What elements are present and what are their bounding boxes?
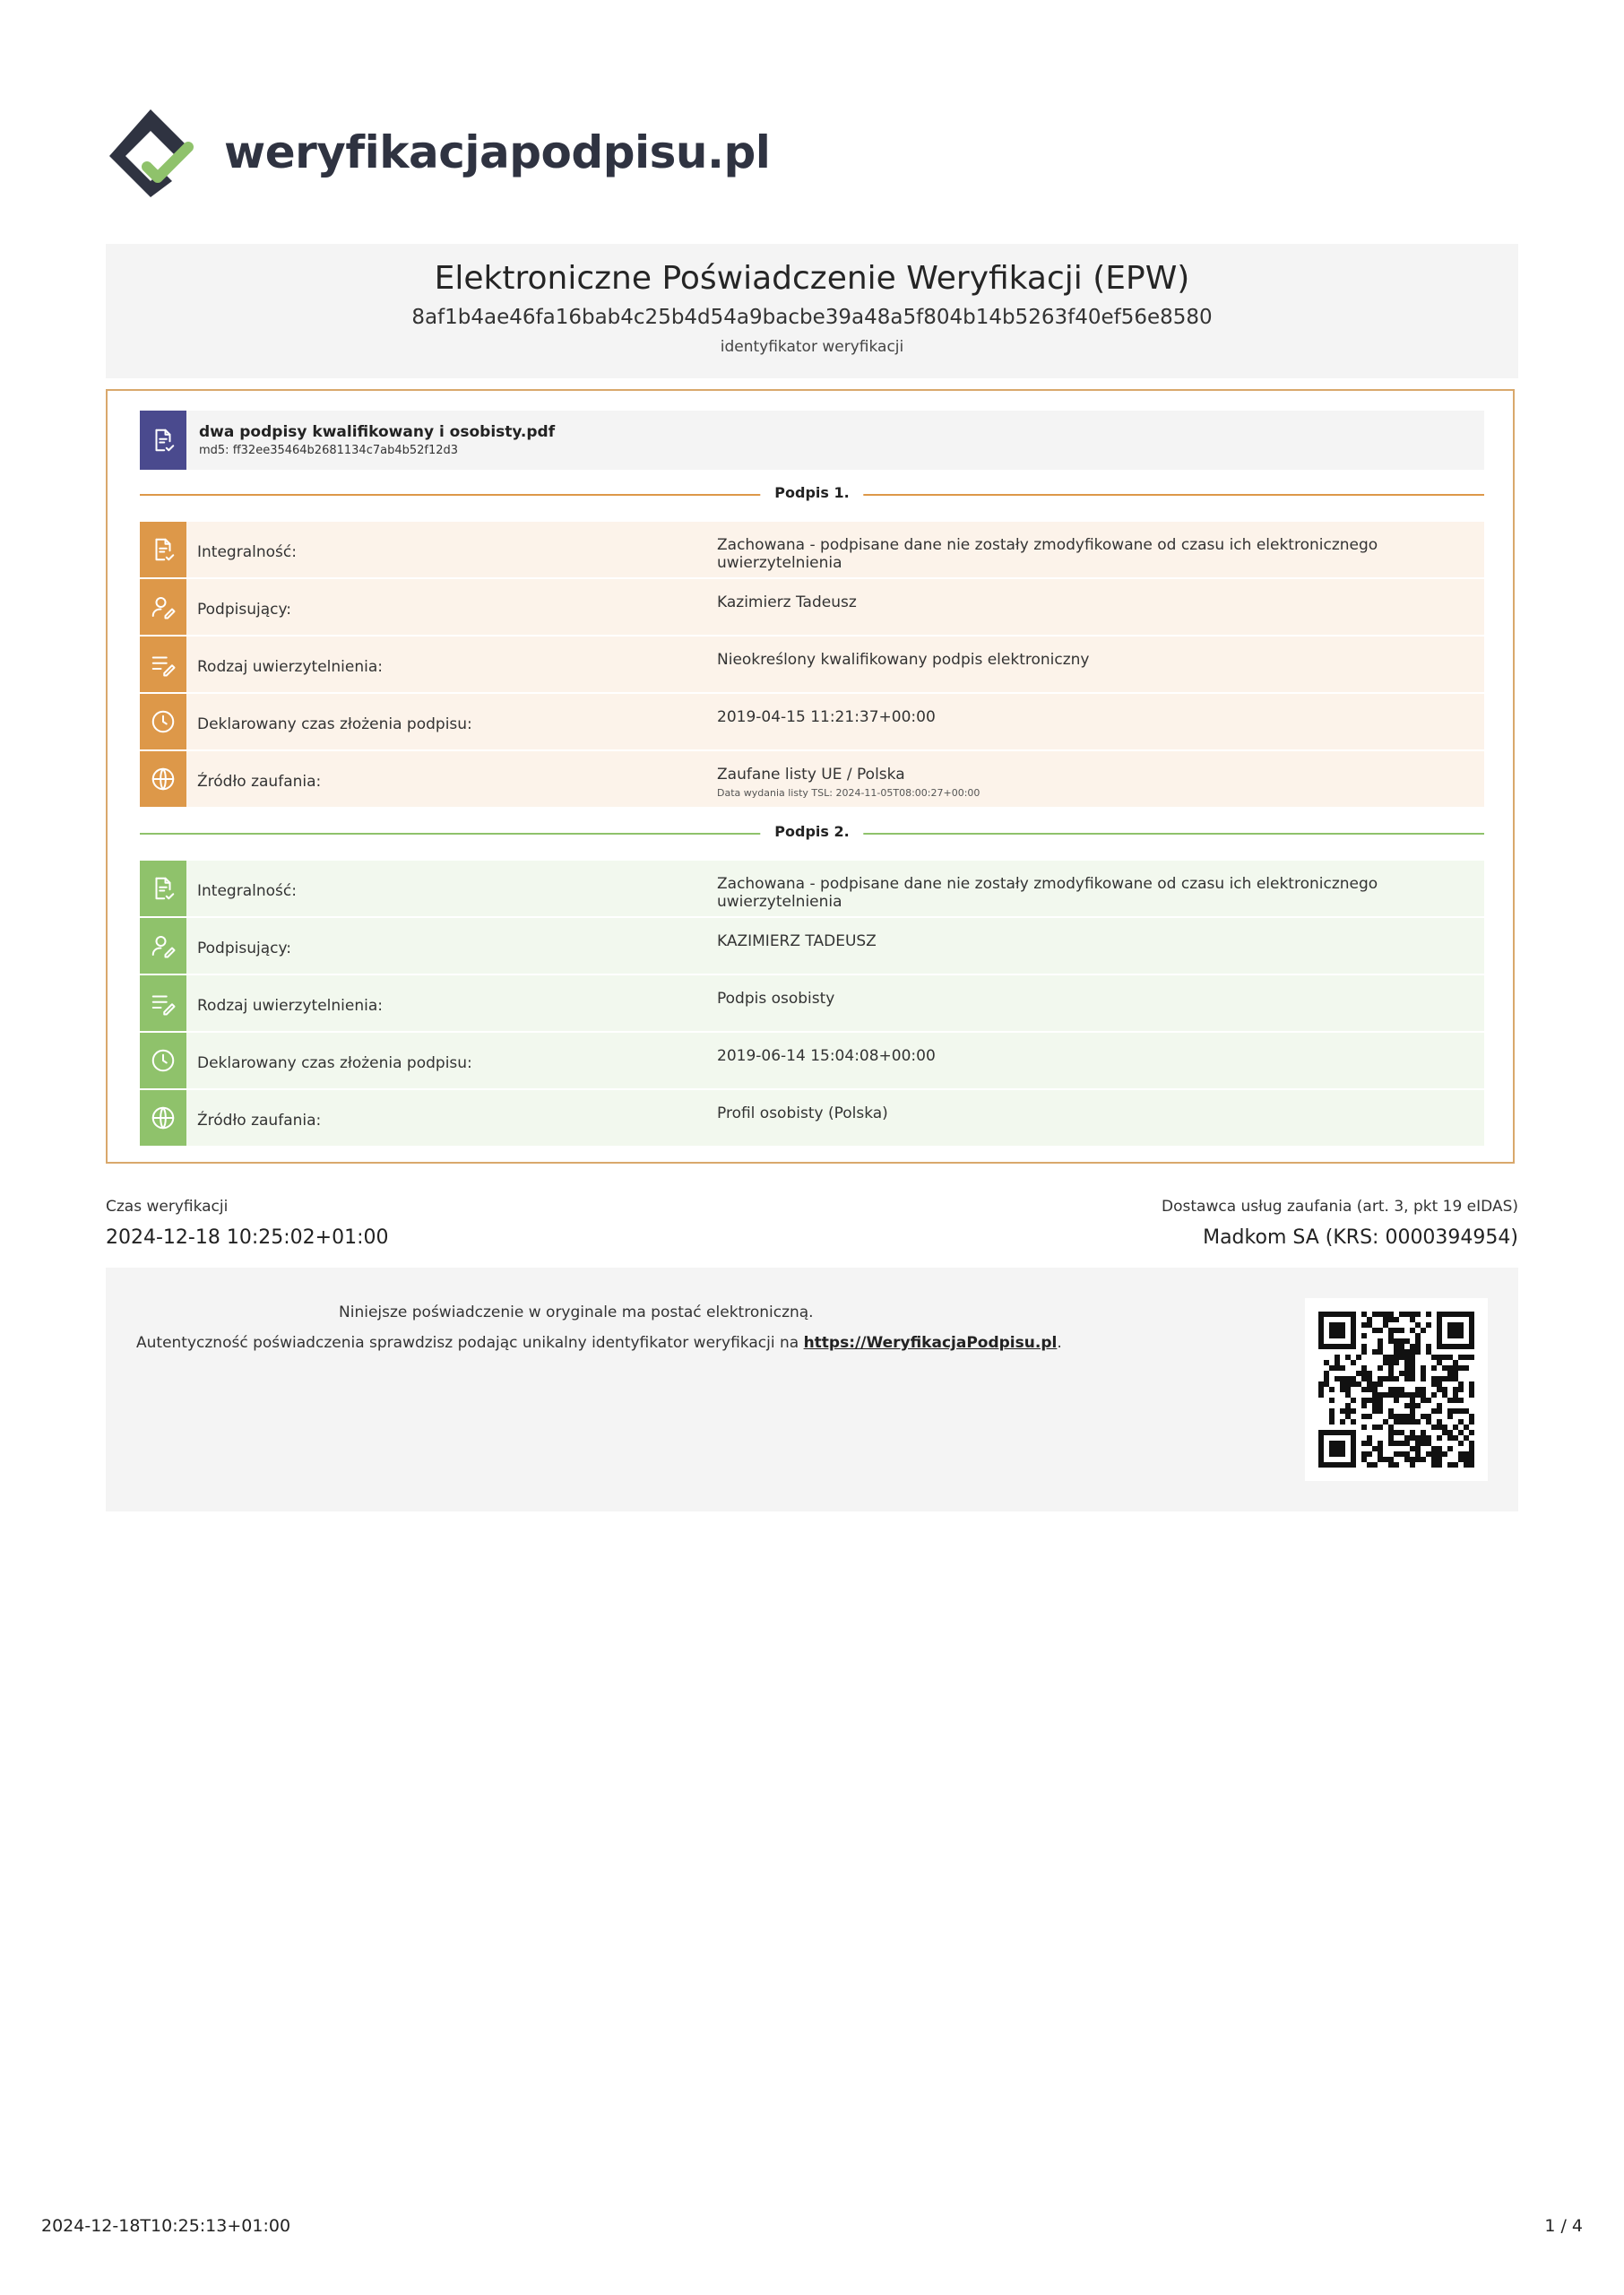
- authenticity-info: [106, 1268, 1518, 1511]
- file-check-icon: [140, 522, 186, 577]
- file-check-icon: [140, 411, 186, 470]
- row-value: Zachowana - podpisane dane nie zostały zmodyfikowane od czasu ich elektronicznego uwierzytelnienia: [717, 875, 1378, 911]
- document-title: Elektroniczne Poświadczenie Weryfikacji (EPW): [434, 260, 1190, 297]
- row-value: 2019-04-15 11:21:37+00:00: [717, 708, 936, 726]
- auth-type-row: [140, 975, 1484, 1031]
- verification-id-label: identyfikator weryfikacji: [720, 338, 904, 356]
- brand-name: weryfikacjapodpisu.pl: [224, 126, 771, 178]
- file-name: dwa podpisy kwalifikowany i osobisty.pdf: [199, 423, 556, 441]
- clock-icon: [140, 1033, 186, 1088]
- qr-code: [1305, 1298, 1488, 1481]
- provider-label: Dostawca usług zaufania (art. 3, pkt 19 eIDAS): [1162, 1198, 1518, 1216]
- authenticity-note: [136, 1334, 1062, 1352]
- row-label: Integralność:: [197, 543, 297, 561]
- row-label: Rodzaj uwierzytelnienia:: [197, 658, 383, 676]
- verification-details: [106, 389, 1515, 1164]
- authenticity-note-text: Autentyczność poświadczenia sprawdzisz podając unikalny identyfikator weryfikacji na: [136, 1334, 804, 1352]
- row-value: Podpis osobisty: [717, 990, 835, 1008]
- list-edit-icon: [140, 975, 186, 1031]
- verification-id: 8af1b4ae46fa16bab4c25b4d54a9bacbe39a48a5f804b14b5263f40ef56e8580: [411, 306, 1213, 329]
- signer-row: [140, 579, 1484, 635]
- row-value: Profil osobisty (Polska): [717, 1104, 888, 1122]
- row-label: Deklarowany czas złożenia podpisu:: [197, 1054, 472, 1072]
- auth-type-row: [140, 637, 1484, 692]
- signer-row: [140, 918, 1484, 974]
- file-md5: md5: ff32ee35464b2681134c7ab4b52f12d3: [199, 444, 459, 457]
- verification-time: 2024-12-18 10:25:02+01:00: [106, 1226, 389, 1249]
- verification-link[interactable]: https://WeryfikacjaPodpisu.pl: [803, 1334, 1058, 1352]
- row-label: Źródło zaufania:: [197, 1112, 322, 1130]
- clock-icon: [140, 694, 186, 749]
- signature-1-divider: [140, 484, 1484, 506]
- row-label: Rodzaj uwierzytelnienia:: [197, 997, 383, 1015]
- signing-time-row: [140, 694, 1484, 749]
- row-value: Nieokreślony kwalifikowany podpis elektroniczny: [717, 651, 1090, 669]
- user-edit-icon: [140, 579, 186, 635]
- row-label: Podpisujący:: [197, 940, 292, 957]
- verification-time-label: Czas weryfikacji: [106, 1198, 229, 1216]
- row-value: Kazimierz Tadeusz: [717, 593, 857, 611]
- trust-source-row: [140, 751, 1484, 807]
- row-value: 2019-06-14 15:04:08+00:00: [717, 1047, 936, 1065]
- authenticity-note-end: .: [1057, 1334, 1062, 1352]
- signature-1-details: [140, 522, 1484, 809]
- logo-icon: [106, 104, 204, 201]
- file-info: [140, 411, 1484, 470]
- file-check-icon: [140, 861, 186, 916]
- page-number: 1 / 4: [1544, 2216, 1583, 2236]
- integrity-row: [140, 861, 1484, 916]
- globe-icon: [140, 1090, 186, 1146]
- globe-icon: [140, 751, 186, 807]
- row-label: Deklarowany czas złożenia podpisu:: [197, 715, 472, 733]
- logo: [106, 104, 770, 201]
- signing-time-row: [140, 1033, 1484, 1088]
- signature-2-details: [140, 861, 1484, 1148]
- user-edit-icon: [140, 918, 186, 974]
- provider: Madkom SA (KRS: 0000394954): [1203, 1226, 1518, 1249]
- signature-2-heading: Podpis 2.: [760, 823, 863, 840]
- list-edit-icon: [140, 637, 186, 692]
- row-value: Zachowana - podpisane dane nie zostały zmodyfikowane od czasu ich elektronicznego uwierzytelnienia: [717, 536, 1378, 572]
- trust-source-row: [140, 1090, 1484, 1146]
- integrity-row: [140, 522, 1484, 577]
- row-label: Integralność:: [197, 882, 297, 900]
- tsl-date: Data wydania listy TSL: 2024-11-05T08:00:27+00:00: [717, 787, 980, 799]
- print-timestamp: 2024-12-18T10:25:13+01:00: [41, 2216, 291, 2236]
- row-value: Zaufane listy UE / Polska: [717, 766, 905, 784]
- original-note: Niniejsze poświadczenie w oryginale ma postać elektroniczną.: [339, 1303, 814, 1321]
- row-label: Źródło zaufania:: [197, 773, 322, 791]
- signature-1-heading: Podpis 1.: [760, 484, 863, 501]
- signature-2-divider: [140, 823, 1484, 844]
- row-label: Podpisujący:: [197, 601, 292, 619]
- verification-header: [106, 244, 1518, 378]
- row-value: KAZIMIERZ TADEUSZ: [717, 932, 877, 950]
